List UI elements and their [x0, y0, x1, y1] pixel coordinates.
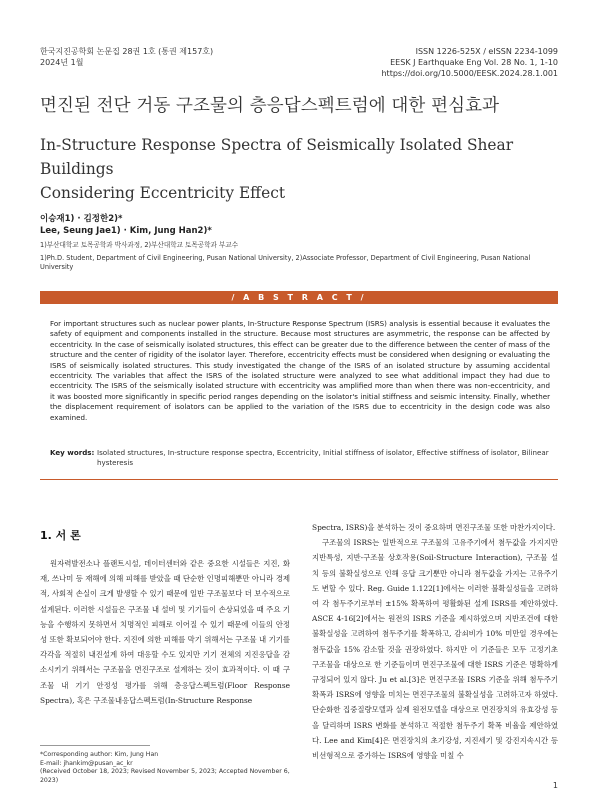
intro-paragraph-1-continued: Spectra, ISRS)을 분석하는 것이 중요하며 면진구조물 또한 마찬가지이다.	[312, 523, 556, 532]
abstract-divider	[40, 479, 558, 480]
authors-english: Lee, Seung Jae1) · Kim, Jung Han2)*	[40, 226, 212, 236]
header-left	[40, 46, 213, 68]
footnote	[40, 751, 300, 785]
title-english-line2: Considering Eccentricity Effect	[40, 184, 286, 202]
affiliation-korean: 1)부산대학교 토목공학과 박사과정, 2)부산대학교 토목공학과 부교수	[40, 241, 239, 249]
header-right	[381, 46, 558, 79]
doi-link[interactable]: https://doi.org/10.5000/EESK.2024.28.1.001	[381, 69, 558, 78]
keywords-label: Key words:	[50, 448, 95, 457]
intro-paragraph-1: 원자력발전소나 플랜트시설, 데이터센터와 같은 중요한 시설들은 지진, 화재, 쓰나미 등 재해에 의해 피해를 받았을 때 단순한 인명피해뿐만 아니라 경제적, 사회적 손실이 크게 발생할 수 있기 때문에 일반 구조물보다 더 보수적으로 설계된다. 이러한 시설들은 구조물 내 설비 및 기기들이 손상되었을 때 주요 기능을 수행하지 못하면서 치명적인 피해로 이어질 수 있기 때문에 이들의 안정성 또한 확보되어야 한다. 지진에 의한 피해를 막기 위해서는 구조물 내 기기를 각각을 적절히 내진설계 하여 대응할 수도 있지만 기기 전체의 지진응답을 감소시키기 위해서는 구조물을 면진구조로 설계하는 것이 효과적이다. 이 때 구조물 내 기기 안정성 평가를 위해 층응답스펙트럼(Floor Response Spectra), 혹은 구조물내응답스펙트럼(In-Structure Response	[40, 559, 290, 705]
title-english-line1: In-Structure Response Spectra of Seismically Isolated Shear Buildings	[40, 136, 514, 178]
affiliation-english: 1)Ph.D. Student, Department of Civil Engineering, Pusan National University, 2)Associate Professor, Department of Civil Engineering, Pusan National University	[40, 254, 531, 271]
issue-date: 2024년 1월	[40, 58, 84, 67]
body-column-left	[40, 556, 290, 708]
footnote-divider	[40, 745, 150, 746]
authors-korean: 이승재1) · 김정한2)*	[40, 214, 123, 224]
corresponding-author: *Corresponding author: Kim, Jung Han	[40, 751, 159, 758]
keywords: Isolated structures, In-structure response spectra, Eccentricity, Initial stiffness of isolator, Effective stiffness of isolator, Bilinear hysteresis	[97, 448, 549, 468]
page-number: 1	[552, 781, 558, 790]
body-column-right	[312, 520, 558, 763]
title-korean: 면진된 전단 거동 구조물의 층응답스펙트럼에 대한 편심효과	[40, 96, 500, 116]
abstract-text: For important structures such as nuclear power plants, In-Structure Response Spectrum (ISRS) analysis is essential because it evaluates the safety of equipment and components installed in the structure. Because most structures are asymmetric, the response can be affected by eccentricity. In the case of seismically isolated structures, this effect can be greater due to the difference between the center of mass of the structure and the center of rigidity of the isolator layer. Therefore, eccentricity effects must be considered when designing or evaluating the ISRS of seismically isolated structures. This study investigated the change of the ISRS of an isolated structure by assuming accidental eccentricity. The variables that affect the ISRS of the isolated structure were analyzed to see what additional impact they had due to eccentricity. The ISRS of the seismically isolated structure with eccentricity was amplified more than when there was non-eccentricity, and it was boosted more significantly in specific period ranges depending on the isolator's initial stiffness and seismic intensity. Finally, whether the displacement requirement of isolators can be applied to the variation of the ISRS due to eccentricity in the design code was also examined.	[50, 319, 550, 422]
intro-paragraph-2: 구조물의 ISRS는 일반적으로 구조물의 고유주기에서 첨두값을 가지지만 지반특성, 지반-구조물 상호작용(Soil-Structure Interaction), 구조물 설치 등의 불확실성으로 인해 응답 크기뿐만 아니라 첨두값을 가지는 고유주기도 변할 수 있다. Reg. Guide 1.122[1]에서는 이러한 불확실성들을 고려하여 각 첨두주기로부터 ±15% 확폭하여 평활화된 설계 ISRS를 제안하였다. ASCE 4-16[2]에서는 원전의 ISRS 기준을 제시하였으며 지반조건에 대한 불확실성을 고려하여 첨두주기를 확폭하고, 감쇠비가 10% 미만일 경우에는 첨두값을 15% 감소할 것을 권장하였다. 하지만 이 기준들은 모두 고정기초구조물을 대상으로 한 기준들이며 면진구조물에 대한 ISRS 기준은 명확하게 규정되어 있지 않다. Ju et al.[3]은 면진구조물 ISRS 기준을 위해 첨두주기 확폭과 ISRS에 영향을 미치는 면진구조물의 불확실성을 고려하고자 하였다. 단순화한 집중질량모델과 실제 원전모델을 대상으로 면진장치의 유효강성 등을 달리하며 ISRS 변화를 분석하고 적절한 첨두주기 확폭 비율을 제안하였다. Lee and Kim[4]은 면진장치의 초기강성, 지진세기 및 강진지속시간 등 비선형적으로 증가하는 ISRS에 영향을 미칠 수	[312, 538, 558, 761]
author-email: E-mail: jhankim@pusan_ac_kr	[40, 759, 133, 767]
section-heading-introduction: 1. 서 론	[40, 529, 81, 542]
abstract-banner: / A B S T R A C T /	[40, 291, 558, 304]
journal-ko: 한국지진공학회 논문집 28권 1호 (통권 제157호)	[40, 47, 214, 56]
submission-dates: (Received October 18, 2023; Revised November 5, 2023; Accepted November 6, 2023)	[40, 768, 290, 784]
issn: ISSN 1226-525X / eISSN 2234-1099	[415, 47, 558, 56]
title-english	[40, 133, 565, 205]
journal-en: EESK J Earthquake Eng Vol. 28 No. 1, 1-10	[390, 58, 558, 67]
